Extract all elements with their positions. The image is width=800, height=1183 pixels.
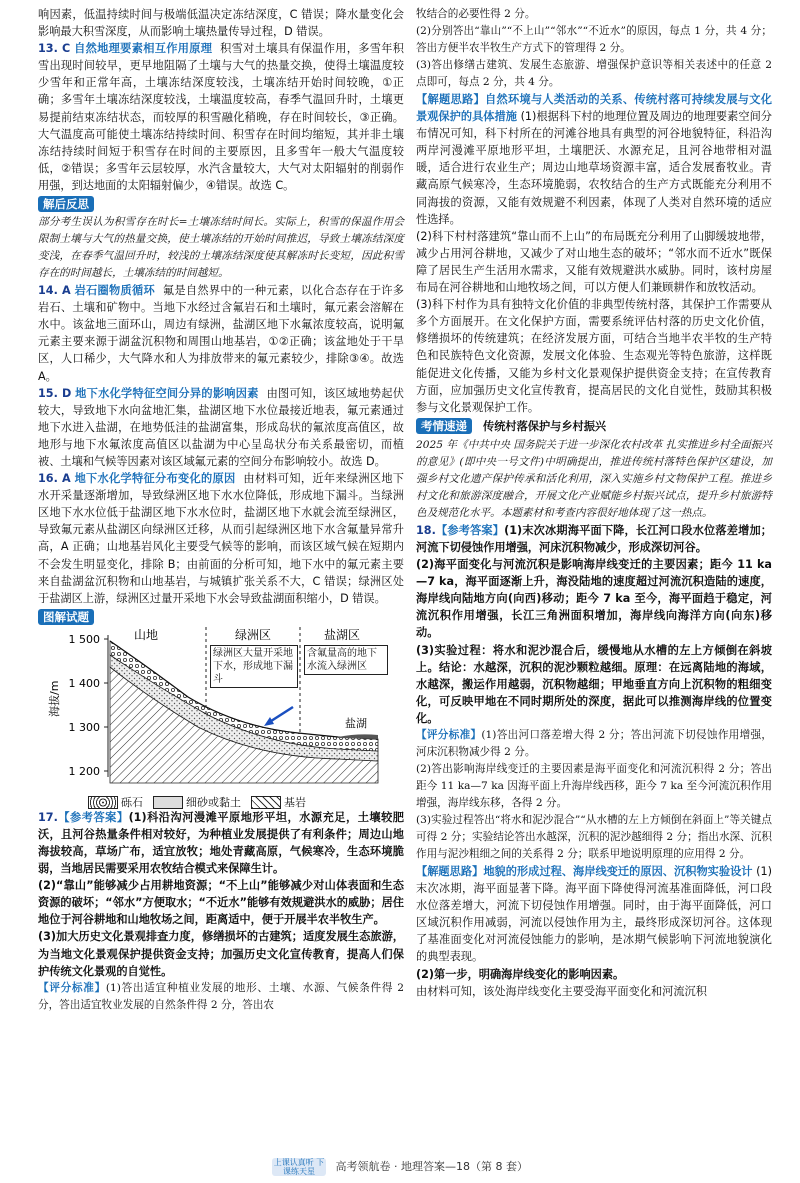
q16-tag: 地下水化学特征分布变化的原因	[74, 472, 236, 486]
q17-thinking-label: 【解题思路】	[416, 93, 485, 106]
region-label-mountain: 山地	[133, 627, 159, 642]
q18-thinking-1: 【解题思路】地貌的形成过程、海岸线变迁的原因、沉积物实验设计 (1)末次冰期，海平面显著下降。海平面下降使得河流基准面降低，河口段水位落差增大，河流下切侵蚀作用增强。同时，由于海平面降低，河口区域沉积作用减弱，河流以侵蚀作用为主，最终形成深切河谷。这体现了基准面变化对河流侵蚀能力的影响，是冰期气候影响下河流地貌演化的典型表现。	[416, 865, 772, 964]
q17-scoring-1: 【评分标准】(1)答出适宜种植业发展的地形、土壤、水源、气候条件得 2 分，答出适宜牧业发展的自然条件得 2 分，答出农	[38, 981, 404, 1011]
q18-answer-label: 【参考答案】	[435, 523, 505, 537]
right-column	[416, 6, 772, 1000]
q18-thinking-label: 【解题思路】	[416, 865, 484, 878]
q17-thinking-2: (2)科下村村落建筑“靠山而不上山”的布局既充分利用了山脚缓坡地带，减少占用河谷耕地，又减少了对山地生态的破坏；“邻水而不近水”既保障了居民生产生活用水需求，又能有效规避洪水威胁。同时，该村房屋布局在河谷耕地和山地牧场之间，可以方便人们兼顾耕作和放牧活动。	[416, 229, 772, 295]
y-axis-label: 海拔/m	[48, 680, 61, 717]
footer-text: 高考领航卷 · 地理答案—18（第 8 套）	[335, 1160, 528, 1173]
legend-gravel: 砾石	[88, 794, 143, 811]
q18-thinking-3: 由材料可知，该处海岸线变化主要受海平面变化和河流沉积	[416, 984, 707, 998]
region-label-oasis: 绿洲区	[234, 627, 272, 642]
q13-number: 13. C	[38, 42, 71, 56]
q18-scoring-1: 【评分标准】(1)答出河口落差增大得 2 分；答出河流下切侵蚀作用增强，河床沉积物减少得 2 分。	[416, 729, 773, 758]
q17-answer-label: 【参考答案】	[57, 810, 129, 824]
q17-number: 17.	[38, 810, 58, 824]
diagram-header	[38, 609, 404, 625]
q18-thinking-2: (2)第一步，明确海岸线变化的影响因素。	[416, 967, 625, 981]
q18-thinking-tag: 地貌的形成过程、海岸线变迁的原因、沉积物实验设计	[483, 865, 753, 878]
q13-tag: 自然地理要素相互作用原理	[74, 42, 213, 56]
reflect-label: 解后反思	[38, 196, 94, 212]
q14-block	[38, 282, 404, 385]
q16-block	[38, 470, 404, 607]
q17-thinking-1: 【解题思路】自然环境与人类活动的关系、传统村落可持续发展与文化景观保护的具体措施 (1)根据科下村的地理位置及周边的地理要素空间分布情况可知，科下村所在的河滩谷地具有典型的河谷地貌特征，科沿沟两岸河漫滩平原地形平坦，土壤肥沃、水源充足，且河谷地带相对温暖，适合进行农业生产；周边山地草场资源丰富，适合发展畜牧业。青藏高原气候寒冷，生态环境脆弱，农牧结合的生产方式既能充分利用不同海拔的资源，又能有效规避不利因素，体现了人类对自然环境的适应性选择。	[416, 93, 772, 226]
q17-scoring-2: (2)分别答出“靠山”“不上山”“邻水”“不近水”的原因，每点 1 分，共 4 分；答出方便半农半牧生产方式下的管理得 2 分。	[416, 25, 772, 54]
reflect-block	[38, 196, 404, 212]
q16-number: 16. A	[38, 472, 71, 486]
page-footer	[0, 1158, 800, 1176]
q18-number: 18.	[416, 523, 436, 537]
q14-text: 氟是自然界中的一种元素，以化合态存在于许多岩石、土壤和矿物中。当地下水经过含氟岩石和土壤时，氟元素会溶解在水中。该盆地三面环山，周边有绿洲，盐湖区地下水氟浓度较高，说明氟元素主要来源于湖盆沉积物和周围山地基岩，①②正确；该盆地处于干旱区，人口稀少，大气降水和人为排放带来的氟元素较少，排除③④。故选 A。	[38, 284, 404, 383]
express-header	[416, 418, 772, 435]
left-column	[38, 6, 404, 1014]
q18-scoring-3: (3)实验过程答出“将水和泥沙混合”“从水槽的左上方倾倒在斜面上”等关键点可得 2 分；实验结论答出水越深，沉积的泥沙越细得 2 分；指出水深、沉积作用与泥沙粗细之间的关系得 2 分；联系甲地说明原理的应用得 2 分。	[416, 814, 772, 860]
q13-text: 积雪对土壤具有保温作用，多雪年积雪出现时间较早，更早地阻隔了土壤与大气的热量交换，使得土壤温度较少雪年和正常年高，土壤冻结深度较浅，土壤冻结开始时间较晚，①正确；多雪年土壤冻结深度较浅，土壤温度较高，春季气温回升时，土壤更易提前结束冻结状态，而较厚的积雪融化稍晚，存在时间较长，③正确。大气温度高可能使土壤冻结持续时间、积雪存在时间均缩短，其并非土壤冻结持续时间短于积雪存在时间的主要原因，且多雪年一般大气温度较低，②错误；多雪年云层较厚，水汽含量较大，大气对太阳辐射的削弱作用强，到达地面的太阳辐射偏少，④错误。故选 C。	[38, 42, 404, 192]
q15-number: 15. D	[38, 386, 72, 400]
note-fluoride-inflow: 含氟量高的地下水流入绿洲区	[304, 645, 388, 675]
q13-block	[38, 40, 404, 194]
q18-answer-1: 18.【参考答案】(1)末次冰期海平面下降，长江河口段水位落差增加；河流下切侵蚀作用增强，河床沉积物减少，形成深切河谷。	[416, 523, 772, 554]
lake-label: 盐湖	[345, 716, 367, 730]
q18-answer-2: (2)海平面变化与河流沉积是影响海岸线变迁的主要因素；距今 11 ka—7 ka，海平面逐渐上升，海没陆地的速度超过河流沉积造陆的速度，海岸线向陆地方向(向西)移动；距今 7 ka 至今，海平面趋于稳定，河流沉积作用增强，长江三角洲面积增加，海岸线向海洋方向(向东)移动。	[416, 558, 772, 640]
legend-bedrock: 基岩	[251, 794, 306, 811]
express-label: 考情速递	[416, 418, 472, 434]
q17-answer-2: (2)“靠山”能够减少占用耕地资源；“不上山”能够减少对山体表面和生态资源的破坏；“邻水”方便取水；“不近水”能够有效规避洪水的威胁；居住地位于河谷耕地和山地牧场之间，距离适中，便于开展半农半牧生产。	[38, 879, 404, 927]
q17-thinking-tag: 自然环境与人类活动的关系、传统村落可持续发展与文化景观保护的具体措施	[416, 93, 772, 124]
q17-scoring-cont: 牧结合的必要性得 2 分。	[416, 8, 536, 20]
q15-block	[38, 385, 404, 470]
note-oasis-funnel: 绿洲区大量开采地下水，形成地下漏斗	[210, 645, 298, 688]
ytick-1400: 1 400	[68, 676, 100, 690]
q15-text: 由图可知，该区域地势起伏较大，导致地下水向盆地汇集，盐湖区地下水位最接近地表，氟元素通过地下水进入盐湖，在地势低洼的盐湖富集，形成岛状的氟浓度高值区，故地形与地下水氟浓度高值区以盐湖为中心呈岛状分布关系最密切，而植被、土壤和气候等因素对该区域氟元素的空间分布影响较小。故选 D。	[38, 386, 404, 468]
q18-answer-3: (3)实验过程：将水和泥沙混合后，缓慢地从水槽的左上方倾倒在斜坡上。结论：水越深，沉积的泥沙颗粒越细。原理：在远离陆地的海域，水越深，搬运作用越弱，沉积物越细；甲地垂直方向上沉积物的粗细变化，可反映甲地在不同时期所处的深度，据此可以推测海岸线的位置变化。	[416, 643, 772, 725]
intro-paragraph: 响因素，低温持续时间与极端低温决定冻结深度，C 错误；降水量变化会影响最大积雪深度，从而影响土壤热量传导过程，D 错误。	[38, 8, 404, 39]
q17-scoring-label: 【评分标准】	[38, 981, 106, 994]
reflect-text: 部分考生误认为积雪存在时长=土壤冻结时间长。实际上，积雪的保温作用会限制土壤与大气的热量交换，使土壤冻结的开始时间推迟，导致土壤冻结深度变浅，在春季气温回升时，较浅的土壤冻结深度使其解冻时长变短，因此积雪存在的时间越长，土壤冻结的时间越短。	[38, 216, 404, 280]
diagram-legend	[88, 794, 404, 811]
footer-logo: 上课认真听 下课练天星	[273, 1158, 325, 1176]
q15-tag: 地下水化学特征空间分异的影响因素	[75, 386, 259, 400]
express-title: 传统村落保护与乡村振兴	[483, 419, 607, 433]
region-label-saltlake: 盐湖区	[323, 627, 361, 642]
ytick-1500: 1 500	[68, 632, 100, 646]
q17-answer-1: 17.【参考答案】(1)科沿沟河漫滩平原地形平坦，水源充足，土壤较肥沃，且河谷热量条件相对较好，为种植业发展提供了有利条件；周边山地海拔较高，草场广布，适宜放牧；地处青藏高原，气候寒冷，生态环境脆弱，当地居民需要采用农牧结合模式来保障生计。	[38, 810, 404, 876]
express-text: 2025 年《中共中央 国务院关于进一步深化农村改革 扎实推进乡村全面振兴的意见》(即中央一号文件)中明确提出，推进传统村落特色保护区建设，加强乡村文化遗产保护传承和活化利用，深入实施乡村文物保护工程。推进乡村文化和旅游深度融合，开展文化产业赋能乡村振兴试点，提升乡村旅游特色及规范化水平。本题素材和考查内容很好地体现了这一热点。	[416, 438, 772, 519]
q16-text: 由材料可知，近年来绿洲区地下水开采量逐渐增加，导致绿洲区地下水水位降低，形成地下漏斗。当绿洲区地下水水位低于盐湖区地下水水位时，盐湖区地下水就会流至绿洲区，导致氟元素从盐湖区向绿洲区迁移，从而引起绿洲区地下水含氟量异常升高，A 正确；山地基岩风化主要受气候等的影响，而该区域气候在短期内不会发生明显变化，排除 B；由前面的分析可知，地下水中的氟元素主要来自盐湖盆沉积物和山地基岩，与城镇扩张关系不大，C 错误；绿洲区处于盐湖区上游，绿洲区过量开采地下水会导致盐湖面积缩小，D 错误。	[38, 472, 404, 605]
q18-scoring-label: 【评分标准】	[416, 729, 482, 741]
diagram-label: 图解试题	[38, 609, 94, 625]
legend-sand-clay: 细砂或黏土	[153, 794, 241, 811]
q17-answer-3: (3)加大历史文化景观排查力度，修缮损坏的古建筑；适度发展生态旅游，为当地文化景观保护提供资金支持；加强历史文化宣传教育，提高人们保护传统文化景观的自觉性。	[38, 930, 404, 978]
q17-thinking-3: (3)科下村作为具有独特文化价值的非典型传统村落，其保护工作需要从多个方面展开。在文化保护方面，需要系统评估村落的历史文化价值，修缮损坏的传统建筑；在经济发展方面，可结合当地半农半牧的生产特色和民族特色文化资源，发展文化体验、生态观光等特色旅游，这样既能促进文化传播，又能为乡村文化景观保护提供资金支持；在宣传教育方面，应加强历史文化宣传教育，提高居民的文化自觉性，鼓励其积极参与文化景观保护工作。	[416, 298, 772, 414]
ytick-1200: 1 200	[68, 764, 100, 778]
ytick-1300: 1 300	[68, 720, 100, 734]
q14-tag: 岩石圈物质循环	[74, 284, 156, 298]
q17-scoring-3: (3)答出修缮古建筑、发展生态旅游、增强保护意识等相关表述中的任意 2 点即可，每点 2 分，共 4 分。	[416, 59, 772, 88]
q18-scoring-2: (2)答出影响海岸线变迁的主要因素是海平面变化和河流沉积得 2 分；答出距今 11 ka—7 ka 因海平面上升海岸线西移，距今 7 ka 至今河流沉积作用增强，海岸线东移，各得 2 分。	[416, 763, 772, 809]
q14-number: 14. A	[38, 284, 71, 298]
cross-section-diagram	[38, 627, 404, 809]
